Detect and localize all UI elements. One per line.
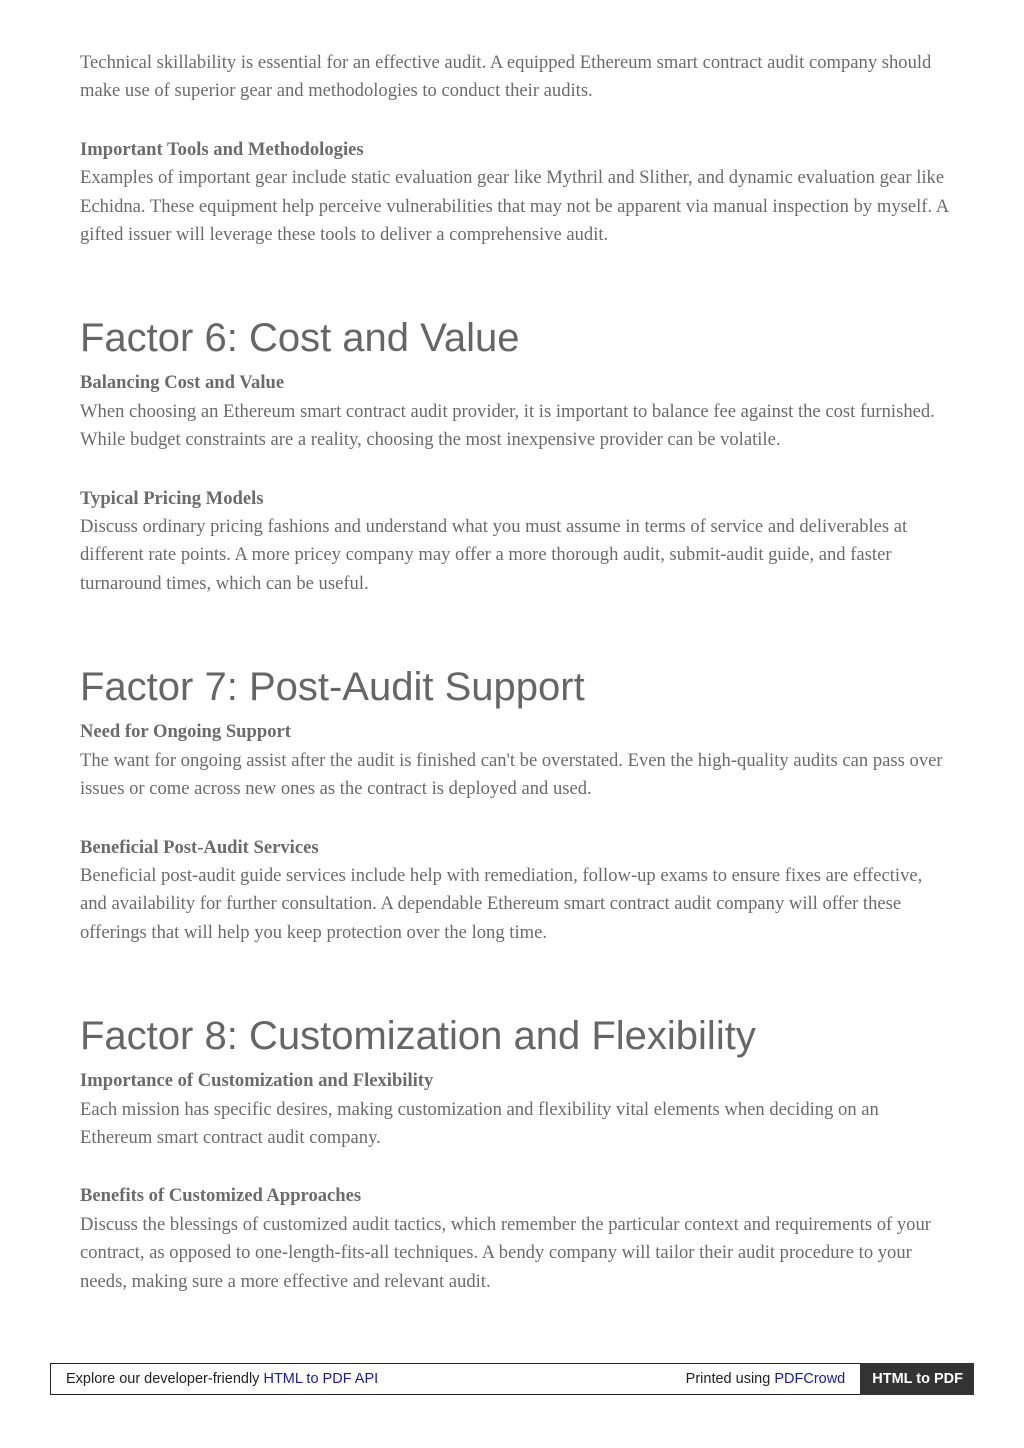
pdfcrowd-footer	[50, 1363, 974, 1395]
section-heading-factor-8: Factor 8: Customization and Flexibility	[80, 1014, 756, 1059]
section-heading-factor-6: Factor 6: Cost and Value	[80, 316, 520, 361]
body-pricing-models: Discuss ordinary pricing fashions and understand what you must assume in terms of service and deliverables at different rate points. A more pricey company may offer a more thorough audit, submit-audit guide, and faster turnaround times, which can be useful.	[80, 516, 908, 594]
footer-left	[51, 1371, 686, 1387]
body-customized-approaches: Discuss the blessings of customized audit tactics, which remember the particular context and requirements of your contract, as opposed to one-length-fits-all techniques. A bendy company will tailor their audit procedure to your needs, making sure a more effective and relevant audit.	[80, 1213, 931, 1292]
subheading-pricing-models: Typical Pricing Models	[80, 487, 264, 509]
pdfcrowd-link[interactable]: PDFCrowd	[774, 1371, 846, 1387]
subheading-customized-approaches: Benefits of Customized Approaches	[80, 1185, 362, 1207]
body-post-audit-services: Beneficial post-audit guide services include help with remediation, follow-up exams to ensure fixes are effective, and availability for further consultation. A dependable Ethereum smart contract audit company will offer these offerings that will help you keep protection over the long time.	[80, 864, 923, 943]
body-customization-importance: Each mission has specific desires, making customization and flexibility vital elements when deciding on an Ethereum smart contract audit company.	[80, 1098, 879, 1148]
intro-subheading: Important Tools and Methodologies	[80, 138, 364, 160]
body-balancing-cost: When choosing an Ethereum smart contract audit provider, it is important to balance fee against the cost furnished. While budget constraints are a reality, choosing the most inexpensive provider can be volatile.	[80, 400, 935, 451]
footer-right-text: Printed using	[685, 1371, 775, 1387]
subheading-balancing-cost: Balancing Cost and Value	[80, 372, 285, 394]
intro-body: Examples of important gear include static evaluation gear like Mythril and Slither, and dynamic evaluation gear like Echidna. These equipment help perceive vulnerabilities that may not be apparent via manual inspection by myself. A gifted issuer will leverage these tools to deliver a comprehensive audit.	[80, 167, 949, 246]
subheading-post-audit-services: Beneficial Post-Audit Services	[80, 836, 319, 858]
subheading-customization-importance: Importance of Customization and Flexibility	[80, 1070, 434, 1092]
document-content	[80, 49, 950, 1296]
intro-paragraph: Technical skillability is essential for an effective audit. A equipped Ethereum smart contract audit company should make use of superior gear and methodologies to conduct their audits.	[80, 52, 932, 102]
section-heading-factor-7: Factor 7: Post-Audit Support	[80, 665, 585, 710]
body-ongoing-support: The want for ongoing assist after the audit is finished can't be overstated. Even the high-quality audits can pass over issues or come across new ones as the contract is deployed and used.	[80, 749, 943, 800]
html-to-pdf-badge[interactable]: HTML to PDF	[860, 1363, 974, 1395]
footer-right	[686, 1371, 861, 1387]
footer-left-text: Explore our developer-friendly	[66, 1371, 264, 1387]
subheading-ongoing-support: Need for Ongoing Support	[80, 721, 291, 743]
html-to-pdf-api-link[interactable]: HTML to PDF API	[263, 1371, 379, 1387]
